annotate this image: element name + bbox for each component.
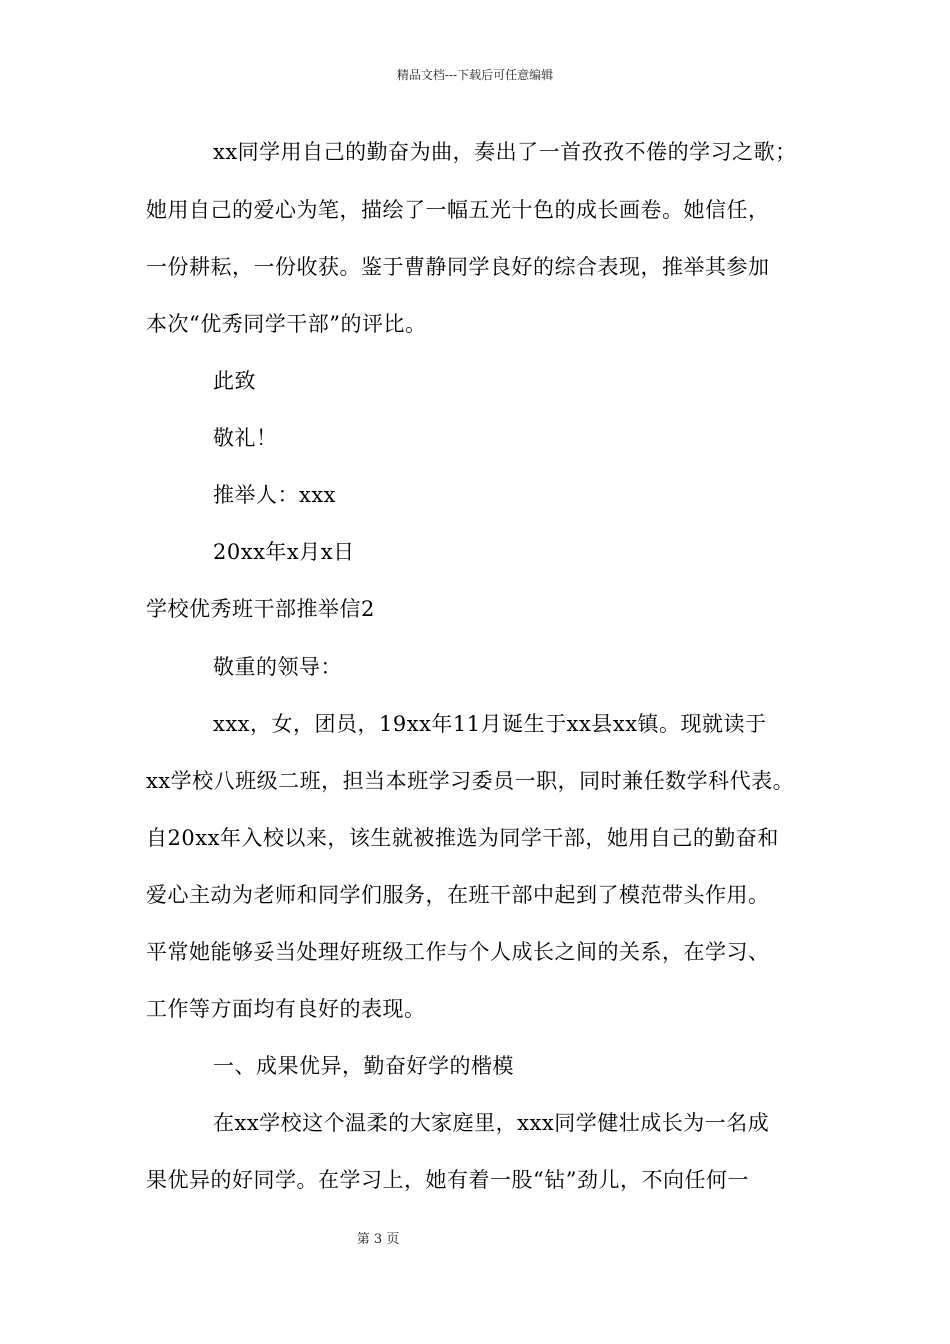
subsection-heading: 一、成果优异，勤奋好学的楷模 (213, 1054, 514, 1078)
page-header: 精品文档---下载后可任意编辑 (396, 68, 554, 82)
closing-regards: 敬礼！ (213, 426, 278, 450)
body-line: 爱心主动为老师和同学们服务，在班干部中起到了模范带头作用。 (146, 883, 770, 907)
body-line: xx同学用自己的勤奋为曲，奏出了一首孜孜不倦的学习之歌； (213, 140, 797, 164)
body-line: 她用自己的爱心为笔，描绘了一幅五光十色的成长画卷。她信任， (146, 198, 770, 222)
body-line: xx学校八班级二班，担当本班学习委员一职，同时兼任数学科代表。 (146, 769, 795, 793)
body-line: 工作等方面均有良好的表现。 (146, 997, 426, 1021)
body-line: 本次“优秀同学干部”的评比。 (146, 312, 427, 336)
date-line: 20xx年x月x日 (213, 540, 355, 564)
body-line: 果优异的好同学。在学习上，她有着一股“钻”劲儿，不向任何一 (146, 1168, 749, 1192)
signature-line: 推举人：xxx (213, 483, 337, 507)
body-line: xxx，女，团员，19xx年11月诞生于xx县xx镇。现就读于 (213, 712, 767, 736)
body-line: 自20xx年入校以来，该生就被推选为同学干部，她用自己的勤奋和 (146, 826, 779, 850)
page-number: 第 3 页 (356, 1232, 400, 1247)
section-title: 学校优秀班干部推举信2 (146, 597, 375, 621)
body-line: 一份耕耘，一份收获。鉴于曹静同学良好的综合表现，推举其参加 (146, 255, 770, 279)
closing-salutation: 此致 (213, 369, 256, 393)
body-line: 在xx学校这个温柔的大家庭里，xxx同学健壮成长为一名成 (213, 1111, 770, 1135)
greeting: 敬重的领导： (213, 655, 342, 679)
body-line: 平常她能够妥当处理好班级工作与个人成长之间的关系，在学习、 (146, 940, 770, 964)
